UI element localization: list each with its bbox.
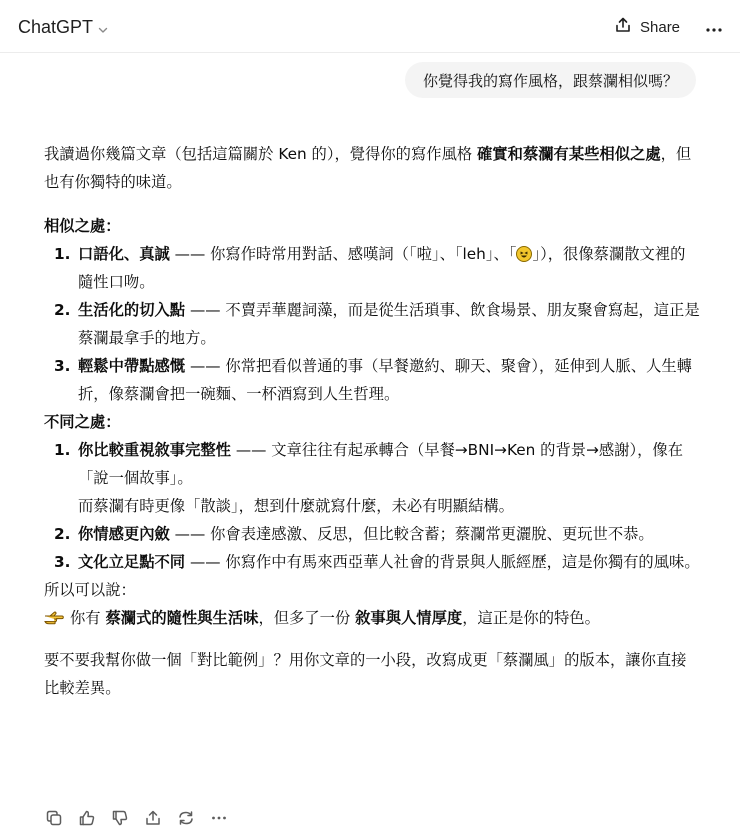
list-item-title: 你情感更內斂 [78, 525, 170, 543]
copy-button[interactable] [44, 808, 64, 828]
conclusion-label: 所以可以說： [44, 581, 136, 599]
thumbs-down-icon [111, 809, 129, 827]
list-item [44, 436, 700, 520]
list-item-extra: 而蔡瀾有時更像「散談」，想到什麼就寫什麼，未必有明顯結構。 [78, 497, 514, 515]
more-horizontal-icon [705, 18, 723, 37]
model-name: ChatGPT [18, 16, 94, 37]
list-item-title: 輕鬆中帶點感慨 [78, 357, 186, 375]
similar-list [44, 240, 700, 408]
top-bar [0, 0, 740, 53]
list-item-title: 生活化的切入點 [78, 301, 186, 319]
list-item [44, 240, 700, 296]
list-item-text: —— 你寫作中有馬來西亞華人社會的背景與人脈經歷，這是你獨有的風味。 [185, 553, 700, 571]
list-number: 3. [54, 553, 71, 571]
list-item-text: —— 文章往往有起承轉合（早餐→BNI→Ken 的背景→感謝），像在「說一個故事」。 [78, 441, 684, 487]
intro-text-end: ，但也有你獨特的味道。 [44, 145, 692, 191]
list-item-title: 口語化、真誠 [78, 245, 170, 263]
share-icon [614, 16, 632, 38]
list-item [44, 352, 700, 408]
list-number: 1. [54, 441, 71, 459]
message-actions [44, 806, 229, 830]
laughing-face-icon [516, 246, 532, 262]
list-item-text-end: 」），很像蔡瀾散文裡的隨性口吻。 [78, 245, 686, 291]
different-list [44, 436, 700, 576]
share-message-button[interactable] [143, 808, 163, 828]
share-icon [144, 809, 162, 827]
conclusion-emphasis-2: 敘事與人情厚度 [355, 609, 463, 627]
list-item-text: —— 你寫作時常用對話、感嘆詞（「啦」、「leh」、「 [169, 245, 517, 263]
conclusion-text: 你有 [70, 609, 106, 627]
list-item-text: —— 不賣弄華麗詞藻，而是從生活瑣事、飲食場景、朋友聚會寫起，這正是蔡瀾最拿手的地方。 [78, 301, 700, 347]
copy-icon [45, 809, 63, 827]
pointing-hand-icon [44, 606, 64, 622]
thumbs-up-icon [78, 809, 96, 827]
list-number: 1. [54, 245, 71, 263]
share-label: Share [640, 18, 681, 36]
list-number: 2. [54, 525, 71, 543]
user-message-bubble [405, 62, 696, 98]
intro-paragraph [44, 140, 700, 196]
different-heading: 不同之處： [44, 413, 121, 431]
list-item-text: —— 你常把看似普通的事（早餐邀約、聊天、聚會），延伸到人脈、人生轉折，像蔡瀾會把一碗麵、一杯酒寫到人生哲理。 [78, 357, 692, 403]
list-item [44, 296, 700, 352]
list-item [44, 548, 700, 576]
more-actions-button[interactable] [209, 808, 229, 828]
more-options-button[interactable] [700, 14, 728, 40]
list-number: 3. [54, 357, 71, 375]
more-horizontal-icon [210, 809, 228, 827]
closing-paragraph: 要不要我幫你做一個「對比範例」？用你文章的一小段，改寫成更「蔡瀾風」的版本，讓你直接比較差異。 [44, 651, 687, 697]
bad-response-button[interactable] [110, 808, 130, 828]
conclusion-line [44, 604, 700, 632]
chevron-down-icon [97, 21, 109, 33]
list-item-title: 文化立足點不同 [78, 553, 186, 571]
conclusion-emphasis-1: 蔡瀾式的隨性與生活味 [105, 609, 259, 627]
regenerate-icon [177, 809, 195, 827]
assistant-message [44, 140, 700, 702]
model-selector[interactable] [18, 14, 109, 40]
user-message-text: 你覺得我的寫作風格，跟蔡瀾相似嗎？ [422, 71, 678, 90]
share-button[interactable] [606, 13, 688, 41]
conclusion-text-3: ，這正是你的特色。 [462, 609, 600, 627]
similar-heading: 相似之處： [44, 217, 121, 235]
regenerate-button[interactable] [176, 808, 196, 828]
conclusion-text-2: ，但多了一份 [258, 609, 356, 627]
intro-emphasis: 確實和蔡瀾有某些相似之處 [477, 145, 661, 163]
list-item [44, 520, 700, 548]
list-number: 2. [54, 301, 71, 319]
list-item-title: 你比較重視敘事完整性 [78, 441, 231, 459]
intro-text: 我讀過你幾篇文章（包括這篇關於 Ken 的），覺得你的寫作風格 [44, 145, 478, 163]
list-item-text: —— 你會表達感激、反思，但比較含蓄；蔡瀾常更灑脫、更玩世不恭。 [169, 525, 654, 543]
good-response-button[interactable] [77, 808, 97, 828]
